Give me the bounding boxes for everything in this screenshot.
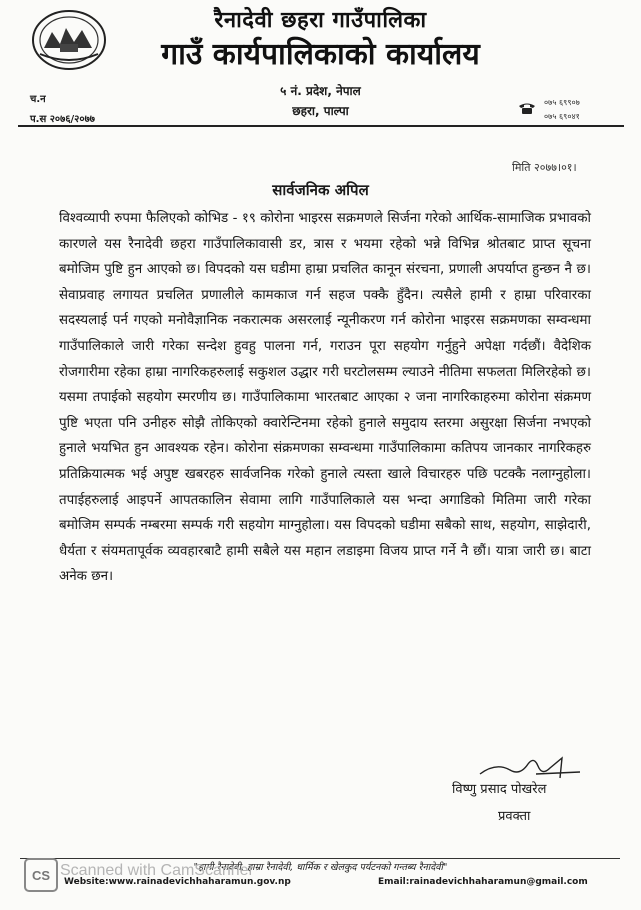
ref-number: च.न — [30, 94, 46, 105]
reference-block — [30, 90, 95, 130]
address-province: ५ नं. प्रदेश, नेपाल — [280, 84, 361, 98]
phone-number-1: ०७५ ६९९०७ — [544, 98, 580, 107]
scanner-watermark: Scanned with CamScanner — [60, 862, 254, 879]
phone-number-2: ०७५ ६९०४१ — [544, 112, 580, 121]
phone-numbers — [544, 96, 580, 124]
signer-name: विष्णु प्रसाद पोखरेल — [452, 782, 547, 797]
phone-icon — [518, 102, 536, 114]
address-place: छहरा, पाल्पा — [292, 104, 349, 118]
footer-slogan: "हामी रैनादेवी, हाम्रा रैनादेवी, धार्मिक र खेलकुद पर्यटनको गन्तब्य रैनादेवी" — [193, 862, 448, 873]
office-title: गाउँ कार्यपालिकाको कार्यालय — [161, 37, 480, 72]
camscanner-badge-icon: CS — [24, 858, 58, 892]
footer-divider — [20, 858, 620, 859]
footer-email: Email:rainadevichhaharamun@gmail.com — [378, 877, 588, 887]
signature-scribble-icon — [476, 752, 586, 782]
office-name: रैनादेवी छहरा गाउँपालिका — [214, 8, 427, 33]
letter-body: विश्वव्यापी रुपमा फैलिएको कोभिड - १९ कोरोना भाइरस सक्रमणले सिर्जना गरेको आर्थिक-सामाजिक प्रभावको कारणले यस रैनादेवी छहरा गाउँपालिकावासी डर, त्रास र भयमा रहेको भन्ने विभिन्न श्रोतबाट प्राप्त सूचना बमोजिम पुष्टि हुन आएको छ। विपदको यस घडीमा हाम्रा प्रचलित कानून संरचना, प्रणाली अपर्याप्त हुन्छन नै छ। सेवाप्रवाह लगायत प्रचलित प्रणालीले कामकाज गर्न सहज पक्कै हुँदैन। त्यसैले हामी र हाम्रा परिवारका सदस्यलाई पर्न गएको मनोवैज्ञानिक नकरात्मक असरलाई न्यूनीकरण गर्न कोरोना भाइरस सक्रमणका सम्वन्धमा गाउँपालिकाले जारी गरेका सन्देश हुवहु पालना गर्न, गराउन पूरा सहयोग गर्नुहुने अपेक्षा गर्दछौं। वैदेशिक रोजगारीमा रहेका हाम्रा नागरिकहरुलाई सकुशल उद्धार गरी घरटोलसम्म ल्याउने नीतिमा सफलता मिलिरहेको छ। यसमा तपाईको सहयोग स्मरणीय छ। गाउँपालिकामा भारतबाट आएका २ जना नागरिकाहरुमा कोरोना संक्रमण पुष्टि भएता पनि उनीहरु सोझै तोकिएको क्वारेन्टिनमा रहेको हुनाले समुदाय स्तरमा असुरक्षा सिर्जना नभएको हुनाले भयभित हुन आवश्यक रहेन। कोरोना संक्रमणका सम्वन्धमा गाउँपालिकामा कतिपय जानकार नागरिकहरु प्रतिक्रियात्मक भई अपुष्ट खबरहरु सार्वजनिक गरेको हुनाले त्यस्ता खाले विचारहरु पछि पटक्कै नलाग्नुहोला। तपाईहरुलाई आइपर्ने आपतकालिन सेवामा लागि गाउँपालिकाले यस भन्दा अगाडिको मितिमा जारी गरेका बमोजिम सम्पर्क नम्बरमा सम्पर्क गरी सहयोग माग्नुहोला। यस विपदको घडीमा सबैको साथ, सहयोग, साझेदारी, धैर्यता र संयमतापूर्वक व्यवहारबाटै हामी सबैले यस महान लडाइमा विजय प्राप्त गर्ने नै छौं। यात्रा जारी छ। बाटा अनेक छन। — [59, 211, 591, 585]
subject-heading: सार्वजनिक अपिल — [272, 181, 369, 199]
header-divider — [18, 125, 624, 127]
letter-date: मिति २०७७।०१। — [512, 161, 577, 174]
fiscal-year: प.स २०७६/२०७७ — [30, 114, 95, 125]
signer-role: प्रवक्ता — [498, 809, 531, 824]
footer-website: Website:www.rainadevichhaharamun.gov.np — [64, 877, 291, 887]
